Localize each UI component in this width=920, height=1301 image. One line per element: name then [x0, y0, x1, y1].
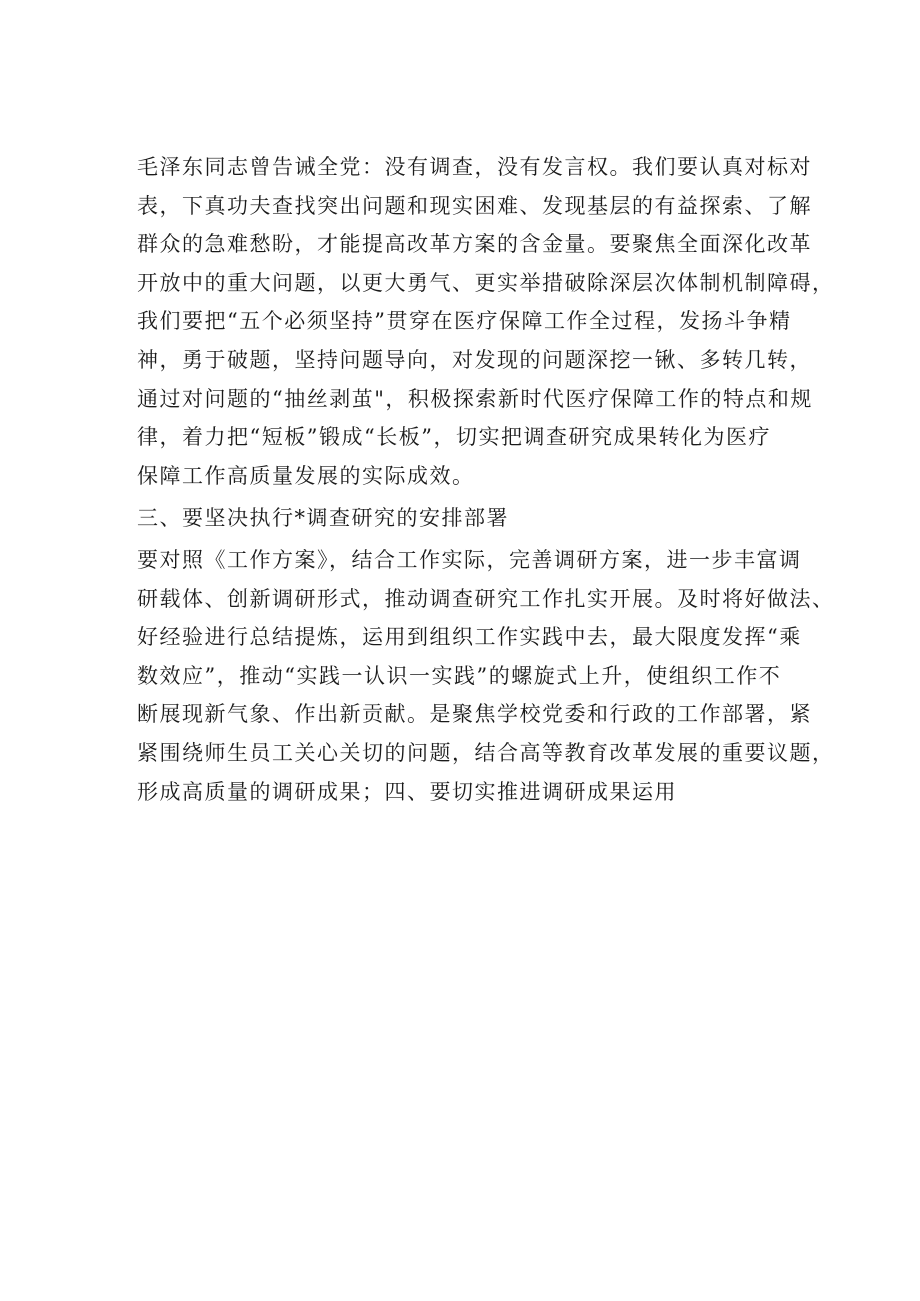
text-line: 数效应”，推动“实践一认识一实践”的螺旋式上升，使组织工作不	[137, 663, 782, 688]
paragraph-work-plan	[137, 541, 835, 811]
text-line: 开放中的重大问题，以更大勇气、更实举措破除深层次体制机制障碍，	[137, 270, 835, 295]
document-body	[137, 148, 835, 811]
text-line: 好经验进行总结提炼，运用到组织工作实践中去，最大限度发挥“乘	[137, 625, 802, 650]
text-line: 保障工作高质量发展的实际成效。	[137, 463, 475, 488]
text-line: 紧围绕师生员工关心关切的问题，结合高等教育改革发展的重要议题，	[137, 740, 835, 765]
text-line: 群众的急难愁盼，才能提高改革方案的含金量。要聚焦全面深化改革	[137, 232, 812, 257]
text-line: 形成高质量的调研成果；四、要切实推进调研成果运用	[137, 779, 677, 804]
text-line: 表，下真功夫查找突出问题和现实困难、发现基层的有益探索、了解	[137, 193, 812, 218]
text-line: 研载体、创新调研形式，推动调查研究工作扎实开展。及时将好做法、	[137, 586, 835, 611]
text-line: 通过对问题的“抽丝剥茧"，积极探索新时代医疗保障工作的特点和规	[137, 386, 813, 411]
paragraph-investigation	[137, 148, 835, 495]
text-line: 神，勇于破题，坚持问题导向，对发现的问题深挖一锹、多转几转，	[137, 347, 812, 372]
text-line: 我们要把“五个必须坚持”贯穿在医疗保障工作全过程，发扬斗争精	[137, 309, 792, 334]
text-line: 要对照《工作方案》，结合工作实际，完善调研方案，进一步丰富调	[137, 547, 802, 572]
text-line: 断展现新气象、作出新贡献。是聚焦学校党委和行政的工作部署，紧	[137, 702, 812, 727]
text-line: 毛泽东同志曾告诫全党：没有调查，没有发言权。我们要认真对标对	[137, 155, 812, 179]
text-line: 律，着力把“短板”锻成“长板”，切实把调查研究成果转化为医疗	[137, 425, 771, 450]
section-heading-three: 三、要坚决执行*调查研究的安排部署	[137, 506, 509, 531]
